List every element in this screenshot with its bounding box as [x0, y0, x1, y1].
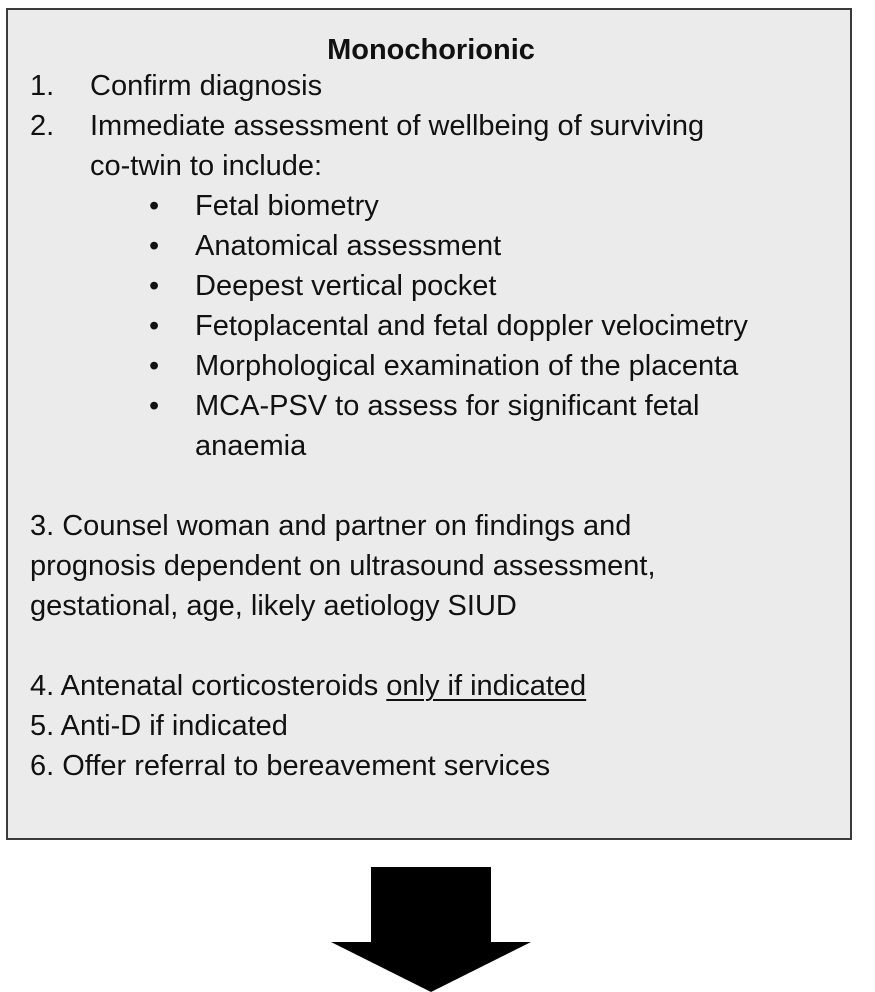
step-2-number: 2.	[30, 110, 55, 142]
down-arrow-shape	[331, 867, 531, 992]
bullet-item: Deepest vertical pocket	[195, 270, 497, 302]
bullet-icon: •	[149, 310, 160, 342]
bullet-icon: •	[149, 190, 160, 222]
bullet-item: Fetoplacental and fetal doppler velocimetry	[195, 310, 748, 342]
step-2-text-line2: co-twin to include:	[90, 150, 323, 182]
bullet-icon: •	[149, 270, 160, 302]
step-1-text: Confirm diagnosis	[90, 70, 323, 102]
bullet-icon: •	[149, 230, 160, 262]
step-4-underlined-text: only if indicated	[386, 670, 587, 702]
bullet-icon: •	[149, 390, 160, 422]
bullet-item: Fetal biometry	[195, 190, 379, 222]
step-3-line1: 3. Counsel woman and partner on findings and	[30, 510, 632, 542]
box-title: Monochorionic	[327, 34, 535, 66]
step-4-text: 4. Antenatal corticosteroids	[30, 670, 387, 702]
bullet-item: Morphological examination of the placenta	[195, 350, 739, 382]
bullet-item-continuation: anaemia	[195, 430, 307, 462]
step-5: 5. Anti-D if indicated	[30, 710, 288, 742]
bullet-item: Anatomical assessment	[195, 230, 502, 262]
bullet-item: MCA-PSV to assess for significant fetal	[195, 390, 700, 422]
step-1-number: 1.	[30, 70, 55, 102]
step-3-line3: gestational, age, likely aetiology SIUD	[30, 590, 517, 622]
step-2-text-line1: Immediate assessment of wellbeing of surviving	[90, 110, 705, 142]
step-3-line2: prognosis dependent on ultrasound assessment,	[30, 550, 656, 582]
bullet-icon: •	[149, 350, 160, 382]
step-6: 6. Offer referral to bereavement services	[30, 750, 551, 782]
